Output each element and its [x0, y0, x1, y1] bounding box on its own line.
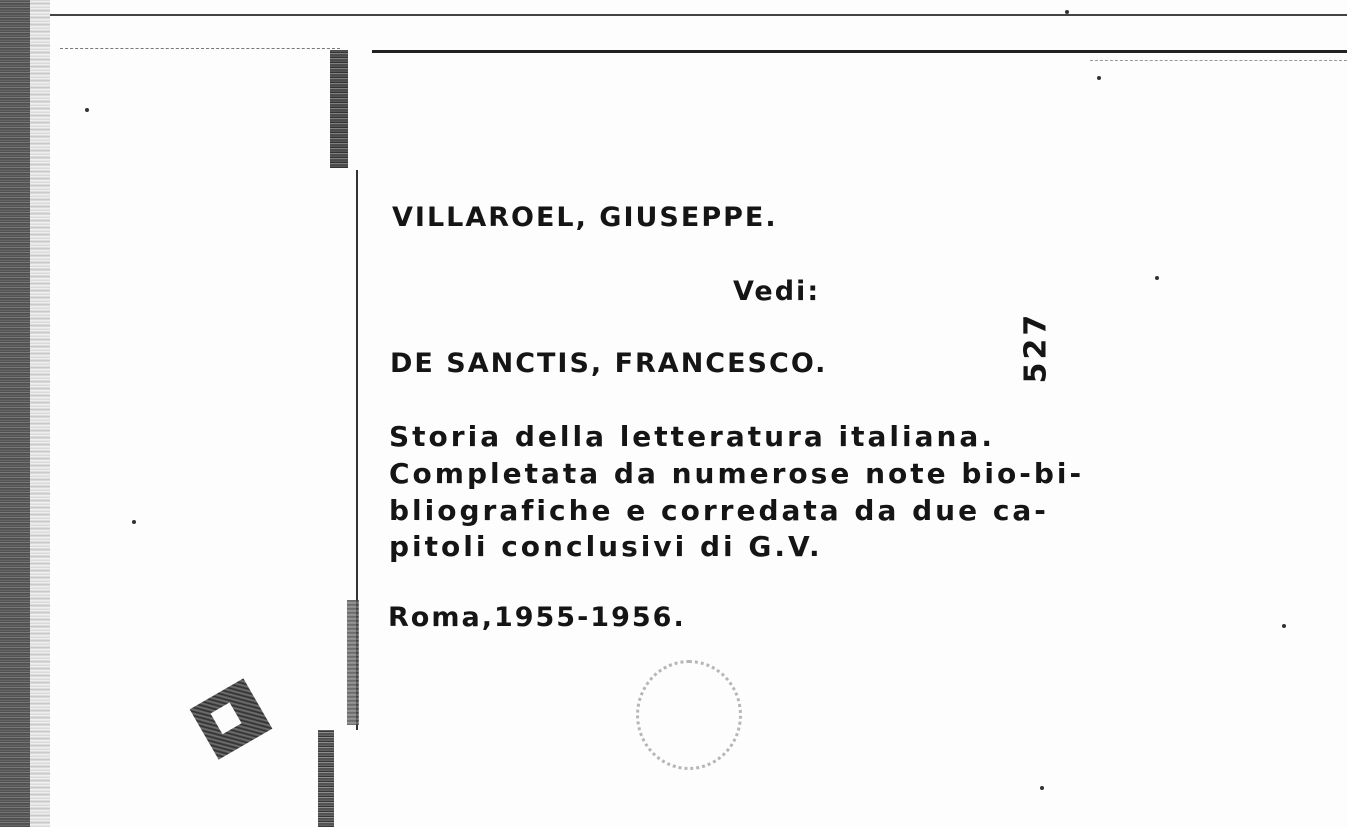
card-top-border [372, 50, 1347, 53]
card-heading: VILLAROEL, GIUSEPPE. [392, 202, 778, 233]
title-line: pitoli conclusivi di G.V. [389, 530, 823, 563]
title-line: Completata da numerose note bio-bi- [389, 457, 1085, 490]
scan-speck [85, 108, 89, 112]
scan-speck [1282, 624, 1286, 628]
scan-speck [1065, 10, 1069, 14]
scan-speck [1097, 76, 1101, 80]
scan-top-line [50, 14, 1347, 16]
card-author: DE SANCTIS, FRANCESCO. [390, 348, 828, 379]
title-line: Storia della letteratura italiana. [389, 420, 995, 453]
card-imprint: Roma,1955-1956. [388, 602, 686, 633]
call-number: 527 [1018, 311, 1054, 384]
stamp-mark [190, 678, 273, 759]
card-tab-bottom [318, 730, 334, 827]
scan-speck [1040, 786, 1044, 790]
scan-left-edge-shadow [30, 0, 50, 827]
card-tab-middle [347, 600, 359, 725]
scan-speck [132, 520, 136, 524]
title-line: bliografiche e corredata da due ca- [389, 494, 1049, 527]
circle-stamp [636, 660, 742, 770]
scan-top-dashed-line [60, 48, 340, 50]
scan-speck [1155, 276, 1159, 280]
card-top-border-dashed [1090, 60, 1347, 62]
card-tab-top [330, 50, 348, 168]
scan-left-edge [0, 0, 30, 827]
see-reference-label: Vedi: [733, 276, 821, 307]
